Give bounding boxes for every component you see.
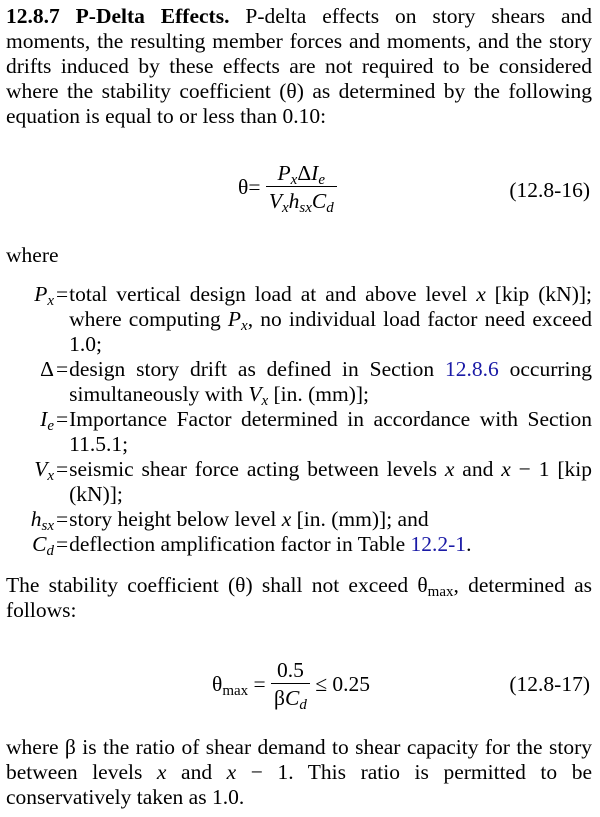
def-ie-sub: e (47, 418, 54, 434)
def-cd-symbol: C (32, 532, 47, 556)
def-equals: = (56, 357, 69, 381)
eq17-den-c: C (284, 686, 300, 710)
def-delta-text-a: design story drift as defined in Section (69, 357, 445, 381)
def-px-symbol: P (34, 282, 48, 306)
def-cd-sub: d (46, 543, 54, 559)
stability-text-sub: max (427, 584, 454, 600)
def-px-text-b: [kip (kN)]; where computing (69, 282, 592, 331)
stability-paragraph (6, 573, 592, 623)
eq16-den-c-sub: d (326, 200, 334, 216)
eq16-den-h-sub: sx (299, 200, 312, 216)
eq16-num-i-sub: e (318, 172, 326, 188)
beta-text-x1: x (156, 760, 167, 784)
def-delta-var-b-sub: x (261, 393, 269, 409)
def-equals: = (56, 282, 69, 306)
def-text (69, 357, 592, 407)
eq16-den-v-sub: x (281, 200, 289, 216)
eq16-num-p: P (277, 161, 291, 185)
eq17-equals: = (253, 672, 266, 696)
section-12-8-6-link[interactable]: 12.8.6 (444, 357, 499, 381)
def-equals: = (56, 457, 69, 481)
def-vx-text-b: and (454, 457, 502, 481)
def-ie-text-a: Importance Factor determined in accordance with Section 11.5.1; (69, 407, 592, 456)
section-heading: 12.8.7 P-Delta Effects. (6, 4, 230, 28)
beta-paragraph (6, 735, 592, 810)
def-px-text-c: , no individual load factor need exceed 1.0; (69, 307, 592, 356)
eq16-denominator (266, 186, 337, 215)
definition-hsx (0, 507, 592, 532)
eq17-theta-symbol: θ (212, 672, 223, 696)
def-text (69, 407, 592, 457)
eq16-numerator (266, 160, 337, 186)
def-hsx-var-a: x (281, 507, 292, 531)
eq16-number: (12.8-16) (509, 178, 590, 202)
def-symbol (0, 507, 54, 532)
def-ie-symbol: I (40, 407, 48, 431)
stability-text-after: , determined as follows: (6, 573, 592, 622)
def-cd-text-b: . (466, 532, 472, 556)
eq16-theta: θ (238, 175, 249, 199)
def-equals: = (56, 507, 69, 531)
def-px-var-a: x (476, 282, 486, 306)
eq16-den-v: V (268, 189, 282, 213)
def-hsx-symbol: h (30, 507, 42, 531)
eq17-den-beta: β (274, 686, 285, 710)
def-delta-text-c: [in. (mm)]; (268, 382, 370, 406)
beta-text-x2: x (226, 760, 237, 784)
intro-text: P-delta effects on story shears and moments, the resulting member forces and moments, and the story drifts induced by these effects are not required to be considered where the stability coefficient (θ) as determined by the following equation is equal to or less than 0.10: (6, 4, 593, 128)
def-symbol (0, 532, 54, 557)
eq16-den-h: h (288, 189, 300, 213)
eq16-equals: = (248, 175, 261, 199)
def-equals: = (56, 407, 69, 431)
beta-text-c: − 1. This ratio is permitted to be conservatively taken as 1.0. (6, 760, 592, 809)
def-cd-text-a: deflection amplification factor in Table (69, 532, 411, 556)
eq17-numerator: 0.5 (276, 658, 304, 682)
eq16-den-c: C (311, 189, 327, 213)
eq17-denominator (271, 683, 310, 712)
def-text (69, 532, 592, 557)
definitions-list (0, 282, 592, 557)
def-delta-text-b: occurring simultaneously with (69, 357, 592, 406)
def-vx-sub: x (47, 468, 54, 484)
def-px-sub: x (47, 293, 54, 309)
def-px-var-b: P (227, 307, 242, 331)
def-symbol (0, 457, 54, 482)
eq17-fraction (271, 657, 310, 712)
def-px-text-a: total vertical design load at and above level (69, 282, 477, 306)
eq16-num-delta: Δ (297, 161, 312, 185)
eq16-num-p-sub: x (290, 172, 298, 188)
intro-paragraph (6, 4, 592, 129)
eq17-number: (12.8-17) (509, 672, 590, 696)
def-vx-symbol: V (34, 457, 48, 481)
where-label: where (6, 243, 59, 267)
def-delta-symbol: Δ (40, 357, 54, 381)
eq17-theta-sub: max (222, 683, 249, 699)
def-hsx-text-b: [in. (mm)]; and (291, 507, 429, 531)
def-symbol (0, 357, 54, 382)
def-px-var-b-sub: x (241, 318, 248, 334)
beta-text-b: and (166, 760, 227, 784)
def-hsx-sub: sx (41, 518, 54, 534)
def-hsx-text-a: story height below level (69, 507, 282, 531)
def-vx-text-c: − 1 [kip (kN)]; (69, 457, 592, 506)
def-vx-var-a: x (444, 457, 455, 481)
eq16-num-i: I (311, 161, 319, 185)
def-vx-var-b: x (501, 457, 511, 481)
def-symbol (0, 407, 54, 432)
definition-cd (0, 532, 592, 557)
definition-vx (0, 457, 592, 507)
eq17-den-c-sub: d (299, 697, 307, 713)
definition-px (0, 282, 592, 357)
def-vx-text-a: seismic shear force acting between levels (69, 457, 445, 481)
stability-text-before: The stability coefficient (θ) shall not exceed θ (6, 573, 428, 597)
def-delta-var-b: V (248, 382, 262, 406)
eq17-theta (212, 672, 249, 699)
def-symbol (0, 282, 54, 307)
def-text (69, 457, 592, 507)
definition-ie (0, 407, 592, 457)
eq17-rhs: ≤ 0.25 (315, 672, 371, 696)
table-12-2-1-link[interactable]: 12.2-1 (410, 532, 467, 556)
def-equals: = (56, 532, 69, 556)
beta-text-a: where β is the ratio of shear demand to shear capacity for the story between levels (6, 735, 592, 784)
eq16-fraction (266, 160, 337, 215)
def-text (69, 282, 592, 357)
def-text (69, 507, 592, 532)
definition-delta (0, 357, 592, 407)
